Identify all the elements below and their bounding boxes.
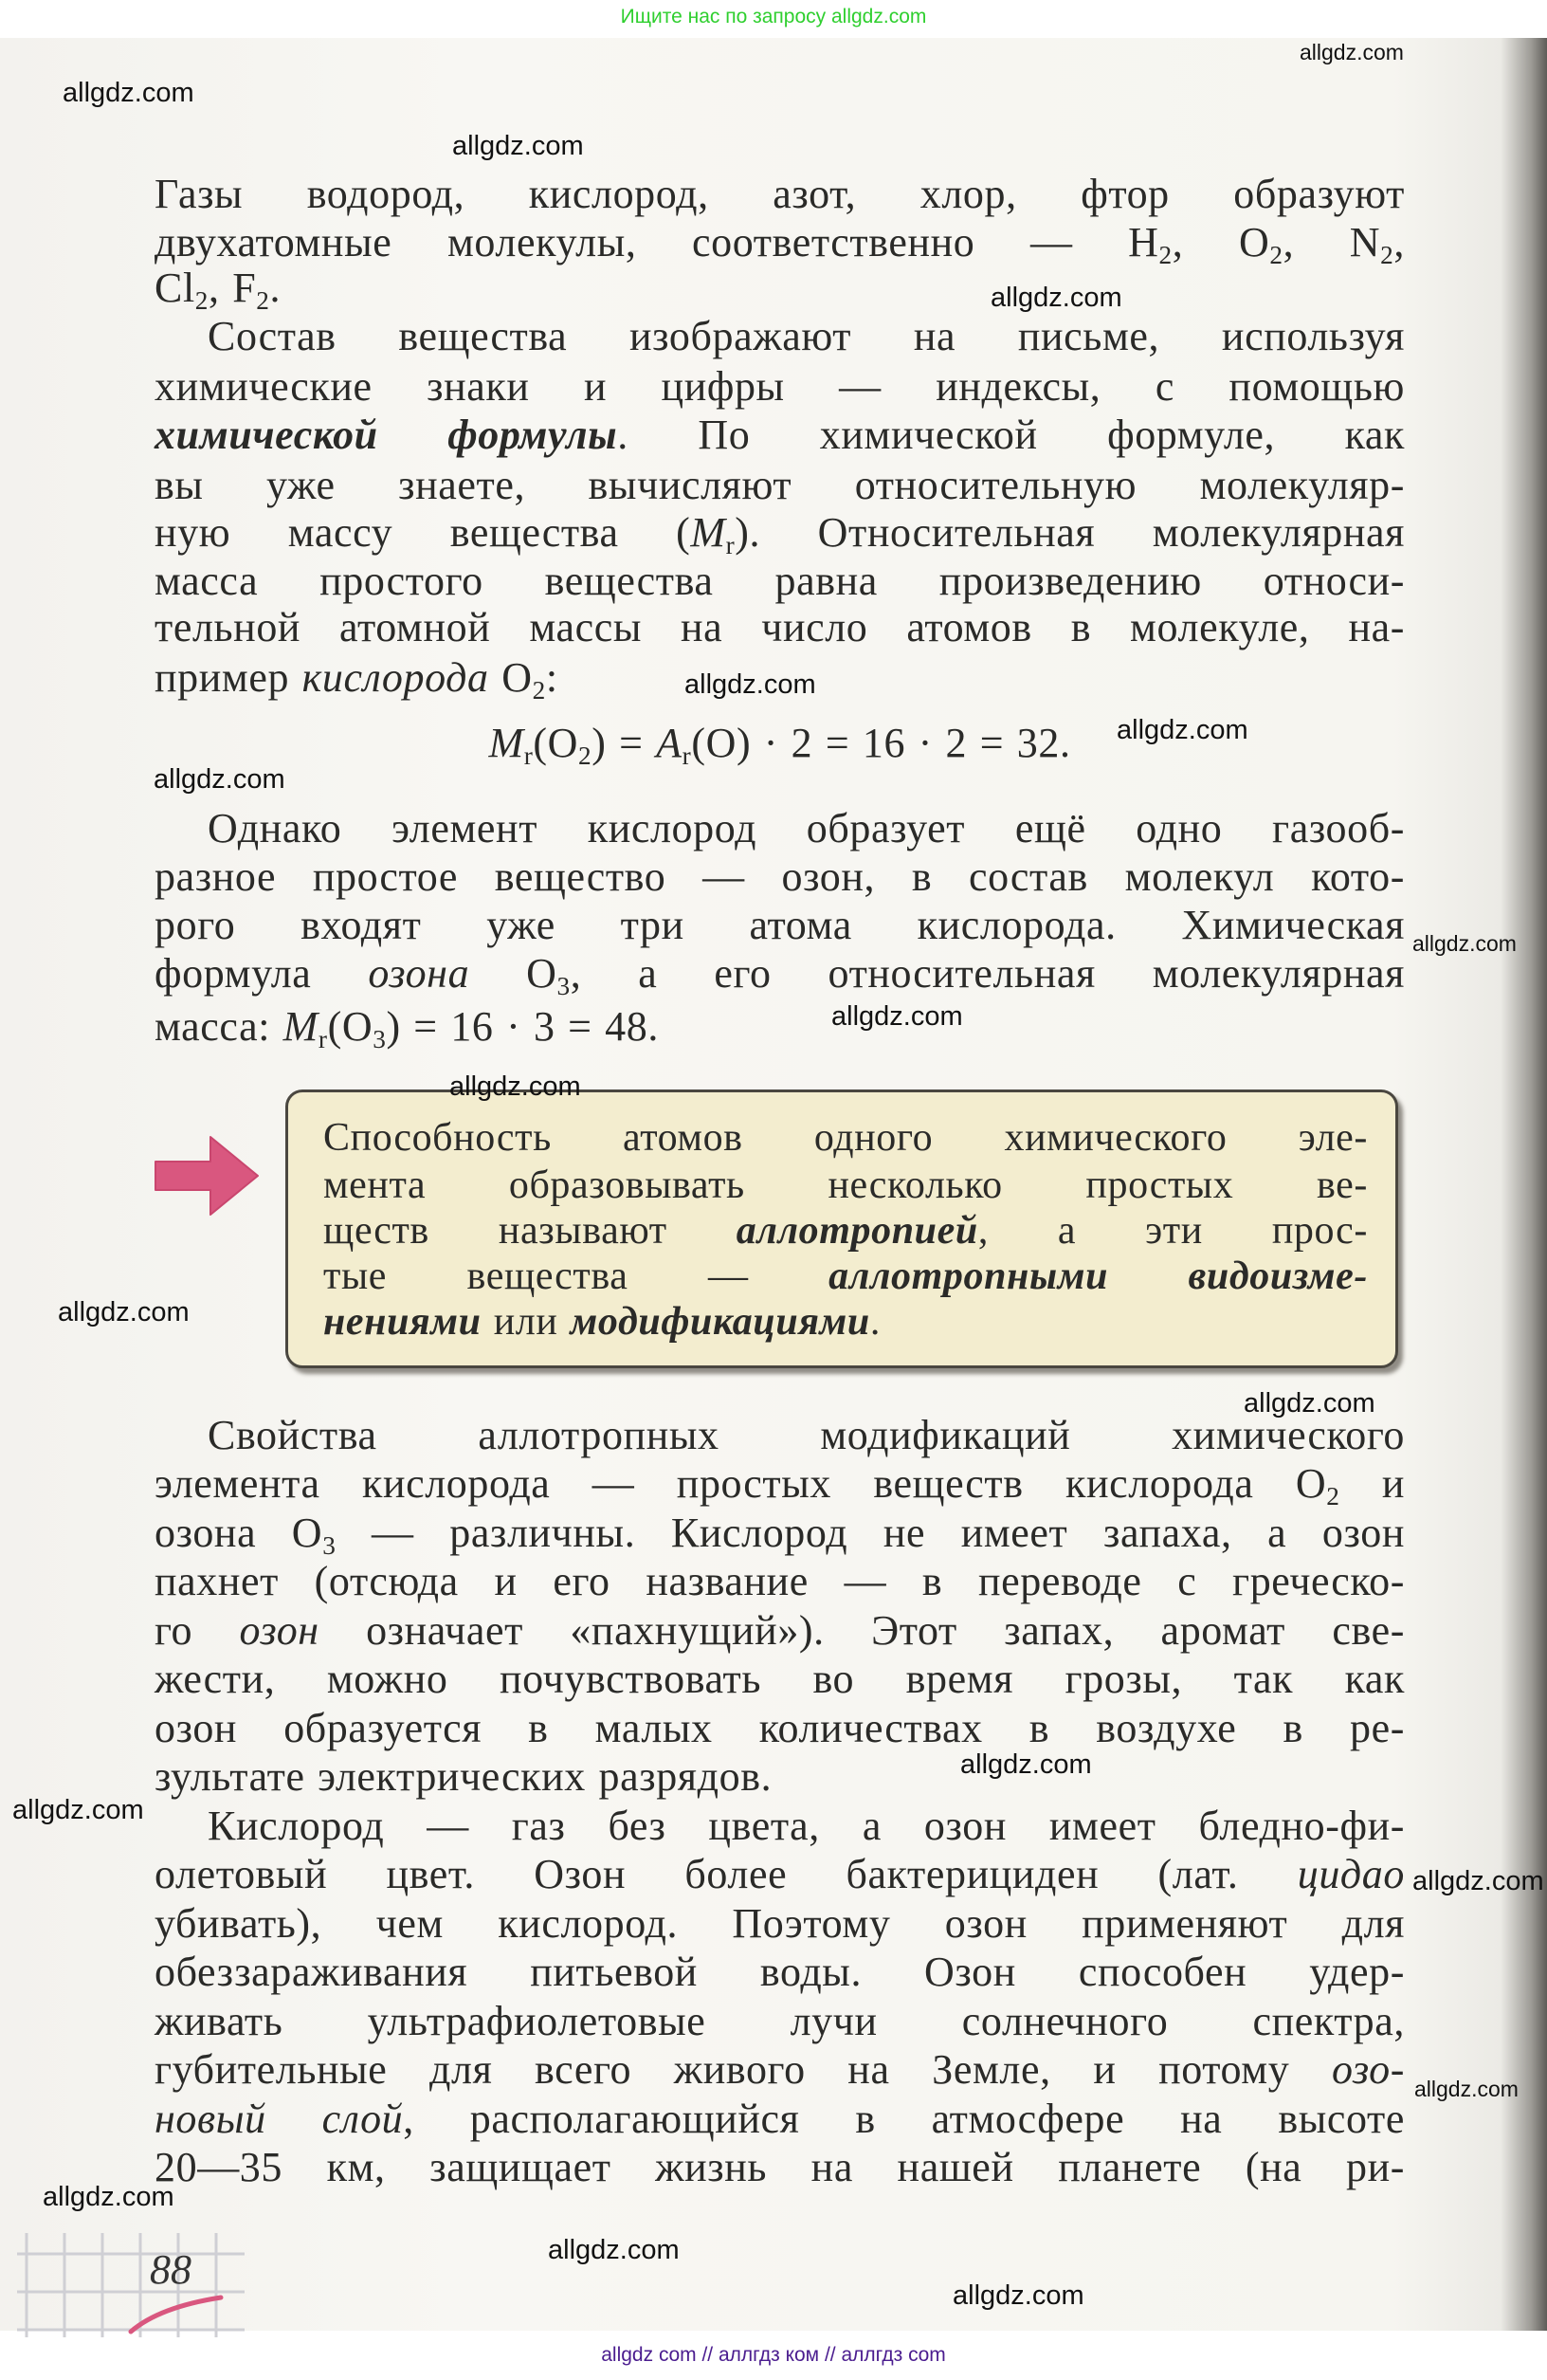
watermark-link[interactable]: allgdz.com (960, 1749, 1092, 1780)
text-segment: (O (327, 1003, 373, 1050)
watermark-link[interactable]: allgdz.com (548, 2235, 680, 2265)
text-segment: жести, можно почувствовать во время грозы, так как (155, 1656, 1405, 1702)
text-segment: . (869, 1300, 882, 1344)
term-bold-italic: аллотропными видоизме- (828, 1254, 1368, 1298)
definition-line (323, 1206, 1368, 1255)
text-line (155, 1509, 1405, 1561)
text-line (155, 2045, 1405, 2095)
text-line (155, 852, 1405, 902)
text-segment: олетовый цвет. Озон более бактерициден (лат. (155, 1851, 1298, 1897)
subscript: 2 (578, 741, 592, 771)
text-segment: Газы водород, кислород, азот, хлор, фтор образуют (155, 171, 1405, 217)
text-segment: — различны. Кислород не имеет запаха, а озон (336, 1510, 1405, 1556)
text-line (155, 508, 1405, 558)
text-segment: химические знаки и цифры — индексы, с помощью (155, 363, 1405, 410)
subscript: r (318, 1025, 328, 1054)
text-segment: озон образуется в малых количествах в воздухе в ре- (155, 1705, 1405, 1751)
text-segment: ). Относительная молекулярная (735, 509, 1406, 556)
text-line (155, 312, 1405, 361)
italic-text: A (656, 720, 682, 766)
subscript: r (682, 741, 692, 771)
text-segment: убивать), чем кислород. Поэтому озон применяют для (155, 1900, 1405, 1947)
text-line (155, 362, 1405, 412)
subscript: 2 (1269, 241, 1283, 270)
page-number: 88 (150, 2246, 191, 2293)
term-bold-italic: модификациями (570, 1300, 870, 1344)
text-segment: мента образовывать несколько простых ве- (323, 1163, 1368, 1207)
text-segment: тые вещества — (323, 1254, 829, 1298)
watermark-link[interactable]: allgdz.com (452, 131, 584, 161)
definition-line (323, 1297, 1368, 1346)
text-segment: , N (1283, 219, 1381, 265)
text-segment: тельной атомной массы на число атомов в молекуле, на- (155, 604, 1405, 650)
term-bold-italic: нениями (323, 1300, 482, 1344)
text-line (155, 949, 1406, 1001)
italic-text: новый слой (155, 2096, 404, 2142)
text-segment: Кислород — газ без цвета, а озон имеет бледно-фи- (208, 1803, 1405, 1849)
text-line (155, 1850, 1405, 1899)
text-segment: живать ультрафиолетовые лучи солнечного спектра, (155, 1998, 1405, 2044)
text-segment: рого входят уже три атома кислорода. Химическая (155, 902, 1405, 948)
page-corner-grid-decoration (17, 2233, 245, 2337)
watermark-link[interactable]: allgdz.com (1412, 1866, 1544, 1896)
text-line (155, 603, 1405, 652)
subscript: 2 (1380, 241, 1394, 270)
text-segment: формула (155, 950, 369, 997)
subscript: 2 (1326, 1482, 1340, 1511)
watermark-link[interactable]: allgdz.com (43, 2182, 174, 2212)
text-segment: означает «пахнущий»). Этот запах, аромат све- (318, 1607, 1405, 1654)
text-segment: Способность атомов одного химического эле- (323, 1116, 1368, 1160)
watermark-link[interactable]: allgdz.com (12, 1795, 144, 1825)
text-segment: , F (209, 265, 257, 311)
text-line (155, 2143, 1405, 2192)
text-line (155, 1948, 1405, 1997)
text-segment: элемента кислорода — простых веществ кислорода O (155, 1460, 1327, 1507)
text-segment: (O (533, 720, 579, 766)
text-segment: озона O (155, 1510, 323, 1556)
text-line (155, 411, 1405, 460)
text-line (155, 2095, 1405, 2144)
watermark-link[interactable]: allgdz.com (1414, 2077, 1519, 2101)
subscript: 3 (373, 1025, 387, 1054)
text-line (155, 557, 1405, 606)
text-segment: масса простого вещества равна произведению относи- (155, 558, 1405, 604)
text-segment: двухатомные молекулы, соответственно — H (155, 219, 1159, 265)
text-segment: пример (155, 654, 302, 701)
pink-arrow-icon (152, 1133, 261, 1218)
text-segment: ществ называют (323, 1209, 737, 1253)
text-line (155, 1557, 1405, 1606)
watermark-link[interactable]: allgdz.com (449, 1071, 581, 1102)
text-line (155, 461, 1405, 510)
text-segment: обеззараживания питьевой воды. Озон способен удер- (155, 1949, 1405, 1995)
text-segment: : (545, 654, 558, 701)
text-segment: ную массу вещества ( (155, 509, 691, 556)
text-segment: зультате электрических разрядов. (155, 1753, 773, 1800)
text-line (155, 1411, 1405, 1460)
text-line (155, 901, 1405, 950)
italic-text: озо- (1331, 2046, 1405, 2093)
watermark-link[interactable]: allgdz.com (1244, 1388, 1375, 1419)
subscript: r (523, 741, 534, 771)
definition-line (323, 1252, 1368, 1301)
watermark-link[interactable]: allgdz.com (1300, 40, 1404, 64)
subscript: 2 (256, 286, 270, 316)
text-line (155, 1997, 1405, 2046)
text-segment: . (269, 265, 282, 311)
watermark-link[interactable]: allgdz.com (58, 1297, 190, 1327)
italic-text: озон (239, 1607, 319, 1654)
watermark-link[interactable]: allgdz.com (684, 669, 816, 700)
text-segment: , а его относительная молекулярная (570, 950, 1406, 997)
text-segment: пахнет (отсюда и его название — в переводе с греческо- (155, 1558, 1405, 1604)
text-segment: Однако элемент кислород образует ещё одно газооб- (208, 805, 1405, 851)
watermark-link[interactable]: allgdz.com (154, 764, 285, 795)
text-segment: , а эти прос- (977, 1209, 1368, 1253)
text-segment: Свойства аллотропных модификаций химического (208, 1412, 1405, 1458)
text-line (155, 1704, 1405, 1753)
text-segment: губительные для всего живого на Земле, и потому (155, 2046, 1332, 2093)
italic-text: кислорода (301, 654, 489, 701)
watermark-link[interactable]: allgdz.com (953, 2280, 1084, 2311)
text-segment: , располагающийся в атмосфере на высоте (403, 2096, 1405, 2142)
text-line (155, 170, 1405, 219)
text-line (155, 1655, 1405, 1704)
text-line (155, 1752, 1405, 1802)
text-segment: Состав вещества изображают на письме, используя (208, 313, 1405, 359)
text-segment: O (488, 654, 533, 701)
text-line (155, 1802, 1405, 1851)
definition-line (323, 1161, 1368, 1210)
text-segment: Cl (155, 265, 195, 311)
text-segment: ) = (592, 720, 657, 766)
text-segment: и (1339, 1460, 1405, 1507)
text-segment: масса: (155, 1003, 283, 1050)
watermark-link[interactable]: allgdz.com (831, 1001, 963, 1032)
text-segment: . По химической формуле, как (617, 412, 1405, 458)
text-line (155, 1899, 1405, 1949)
text-segment: , (1393, 219, 1405, 265)
text-segment: , O (1172, 219, 1270, 265)
text-segment: вы уже знаете, вычисляют относительную молекуляр- (155, 462, 1405, 508)
bottom-site-banner[interactable]: allgdz com // аллгдз ком // аллгдз com (601, 2344, 946, 2366)
watermark-link[interactable]: allgdz.com (991, 283, 1122, 313)
subscript: 3 (556, 972, 571, 1001)
subscript: 2 (194, 286, 209, 316)
text-line (155, 1002, 1405, 1052)
text-segment: O (469, 950, 557, 997)
text-line (155, 1606, 1405, 1656)
top-search-banner[interactable]: Ищите нас по запросу allgdz.com (620, 6, 927, 27)
text-segment: разное простое вещество — озон, в состав молекул кото- (155, 853, 1405, 900)
italic-text: M (488, 720, 524, 766)
italic-text: цидао (1297, 1851, 1405, 1897)
subscript: 2 (1158, 241, 1173, 270)
term-bold-italic: химической формулы (155, 412, 618, 458)
subscript: 3 (322, 1531, 337, 1561)
subscript: r (725, 531, 736, 560)
text-segment: ) = 16 · 3 = 48. (386, 1003, 659, 1050)
watermark-link[interactable]: allgdz.com (1412, 931, 1517, 956)
definition-line (323, 1113, 1368, 1163)
text-segment: 20—35 км, защищает жизнь на нашей планете (на ри- (155, 2144, 1405, 2190)
subscript: 2 (532, 676, 546, 705)
italic-text: M (690, 509, 726, 556)
watermark-link[interactable]: allgdz.com (63, 78, 194, 108)
text-line (155, 1459, 1405, 1509)
text-segment: или (481, 1300, 571, 1344)
text-segment: го (155, 1607, 240, 1654)
text-line (155, 264, 1405, 316)
text-line (155, 804, 1405, 853)
text-segment: (O) · 2 = 16 · 2 = 32. (691, 720, 1071, 766)
text-line (155, 218, 1405, 270)
italic-text: M (282, 1003, 318, 1050)
term-bold-italic: аллотропией (736, 1209, 978, 1253)
italic-text: озона (368, 950, 470, 997)
watermark-link[interactable]: allgdz.com (1117, 715, 1248, 745)
